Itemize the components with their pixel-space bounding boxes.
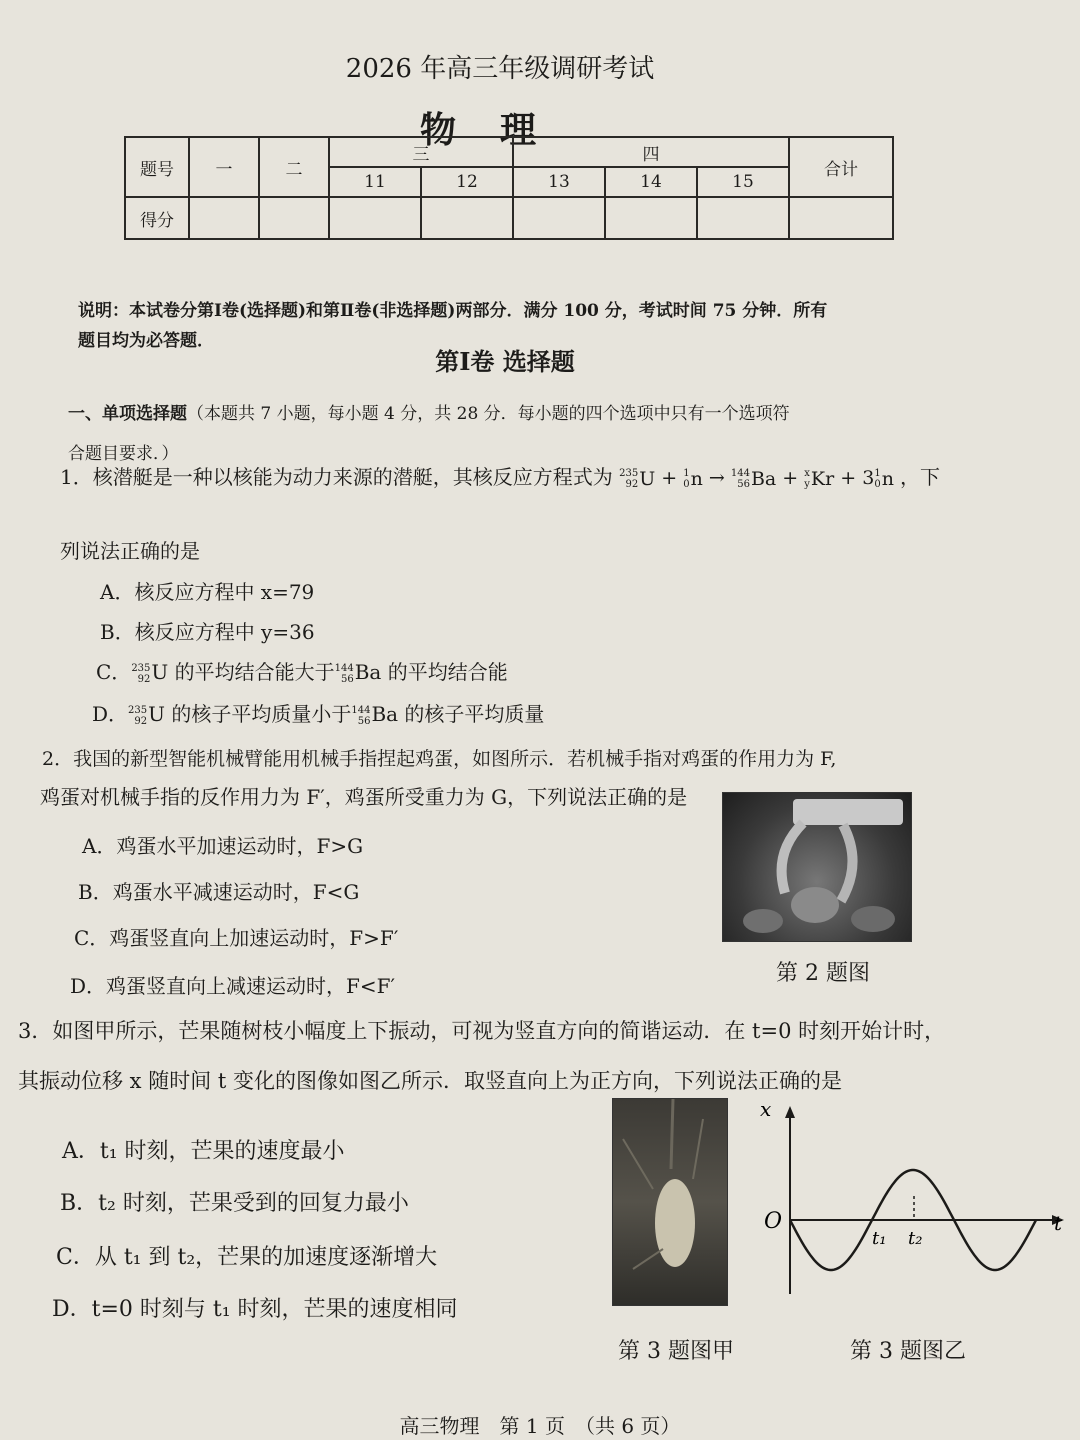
score-cell [513,197,605,239]
u-mass: 235 [128,704,148,716]
origin-label: O [764,1209,783,1234]
instructions-line-2: 题目均为必答题． [78,331,214,351]
q1-d-post: Ba 的核子平均质量 [371,702,545,726]
q2-caption: 第 2 题图 [776,961,870,986]
page-footer: 高三物理 第 1 页 （共 6 页） [399,1414,681,1438]
n-mass: 1 [683,468,690,479]
score-q13: 13 [513,167,605,197]
y-arrow-icon [785,1106,795,1118]
exam-title: 2026 年高三年级调研考试 [345,54,655,84]
q2-option-d: D．鸡蛋竖直向上减速运动时，F<F′ [70,974,396,998]
score-label-number: 题号 [125,137,189,197]
t2-label: t₂ [908,1228,923,1249]
q2-option-c: C．鸡蛋竖直向上加速运动时，F>F′ [74,926,399,950]
q2-stem-b: 鸡蛋对机械手指的反作用力为 F′，鸡蛋所受重力为 G，下列说法正确的是 [40,785,688,809]
ba-mass: 144 [351,704,371,716]
n-z: 0 [683,479,690,490]
u-symbol: U [639,468,656,490]
score-col-4: 四 [513,137,789,167]
y-axis-label: x [760,1098,772,1121]
arrow: → [708,467,725,489]
score-table [124,136,894,240]
ba-symbol: Ba [750,468,777,490]
score-cell [697,197,789,239]
ba-mass: 144 [730,468,750,479]
q1-option-a: A．核反应方程中 x=79 [100,580,315,604]
score-q11: 11 [329,167,421,197]
n-mass: 1 [874,468,881,479]
q1-d-prefix: D． [92,702,129,726]
q1-option-d [92,698,544,727]
q1-c-prefix: C． [96,660,132,684]
mango-drawing [613,1099,727,1305]
u-mass: 235 [619,468,639,479]
q2-option-a: A．鸡蛋水平加速运动时，F>G [82,834,364,858]
n-symbol: n [690,468,703,490]
q1-stem-c: 列说法正确的是 [60,539,200,563]
q3-option-a: A．t₁ 时刻，芒果的速度最小 [62,1139,345,1164]
score-q12: 12 [421,167,513,197]
score-total: 合计 [789,137,893,197]
q3-caption-a: 第 3 题图甲 [618,1339,734,1364]
q1-equation [619,467,900,489]
q3-graph [756,1098,1076,1296]
score-cell [605,197,697,239]
q1-stem-a: 1．核潜艇是一种以核能为动力来源的潜艇，其核反应方程式为 [60,465,613,489]
q1-option-b: B．核反应方程中 y=36 [100,620,315,644]
score-cell [259,197,329,239]
score-cell [789,197,893,239]
kr-mass: x [804,468,810,479]
x-axis-label: t [1054,1211,1063,1235]
ba-mass: 144 [334,662,354,674]
u-mass: 235 [131,662,151,674]
q1-c-mid: U 的平均结合能大于 [151,660,335,684]
q3-caption-b: 第 3 题图乙 [850,1339,966,1364]
q3-stem-b: 其振动位移 x 随时间 t 变化的图像如图乙所示．取竖直向上为正方向，下列说法正确的是 [18,1069,842,1093]
q2-stem-a: 2．我国的新型智能机械臂能用机械手指捏起鸡蛋，如图所示．若机械手指对鸡蛋的作用力为 F, [42,748,837,770]
t1-label: t₁ [872,1228,887,1249]
ba-z: 56 [340,673,354,685]
score-cell [189,197,259,239]
q1-stem [60,462,940,494]
plus: + [782,467,799,489]
u-z: 92 [137,673,151,685]
mango-photo [612,1098,728,1306]
q2-option-b: B．鸡蛋水平减速运动时，F<G [78,880,360,904]
ba-z: 56 [737,479,750,490]
plus: + [840,467,857,489]
coefficient: 3 [862,467,875,489]
section-desc: （本题共 7 小题，每小题 4 分，共 28 分．每小题的四个选项中只有一个选项符 [187,404,790,424]
q3-stem-a: 3．如图甲所示，芒果随树枝小幅度上下振动，可视为竖直方向的简谐运动．在 t=0 时刻开始计时， [18,1019,946,1043]
score-col-3: 三 [329,137,513,167]
section-title: 一、单项选择题 [68,404,187,424]
robot-hand-egg-photo [722,792,912,942]
q3-option-c: C．从 t₁ 到 t₂，芒果的加速度逐渐增大 [56,1245,438,1270]
score-cell [421,197,513,239]
q1-stem-b: ，下 [899,465,940,489]
instructions-line-1: 说明：本试卷分第Ⅰ卷(选择题)和第Ⅱ卷(非选择题)两部分．满分 100 分，考试时间 75 分钟．所有 [78,301,828,321]
score-q14: 14 [605,167,697,197]
q1-c-post: Ba 的平均结合能 [354,660,508,684]
u-z: 92 [134,715,148,727]
ba-z: 56 [357,715,371,727]
kr-symbol: Kr [810,468,835,490]
q1-d-mid: U 的核子平均质量小于 [148,702,352,726]
robot-hand-drawing [723,793,911,941]
q3-option-b: B．t₂ 时刻，芒果受到的回复力最小 [60,1191,409,1216]
subject-title: 物理 [419,109,580,151]
section-desc-2: 合题目要求．） [68,444,179,464]
score-q15: 15 [697,167,789,197]
score-cell [329,197,421,239]
u-z: 92 [625,479,639,490]
n-symbol: n [881,468,894,490]
n-z: 0 [874,479,881,490]
part-heading: 第Ⅰ卷 选择题 [435,347,575,376]
score-label-points: 得分 [125,197,189,239]
q3-option-d: D．t=0 时刻与 t₁ 时刻，芒果的速度相同 [52,1297,458,1322]
score-col-2: 二 [259,137,329,197]
score-col-1: 一 [189,137,259,197]
plus: + [661,467,678,489]
q1-option-c [96,656,508,685]
kr-z: y [804,479,810,490]
